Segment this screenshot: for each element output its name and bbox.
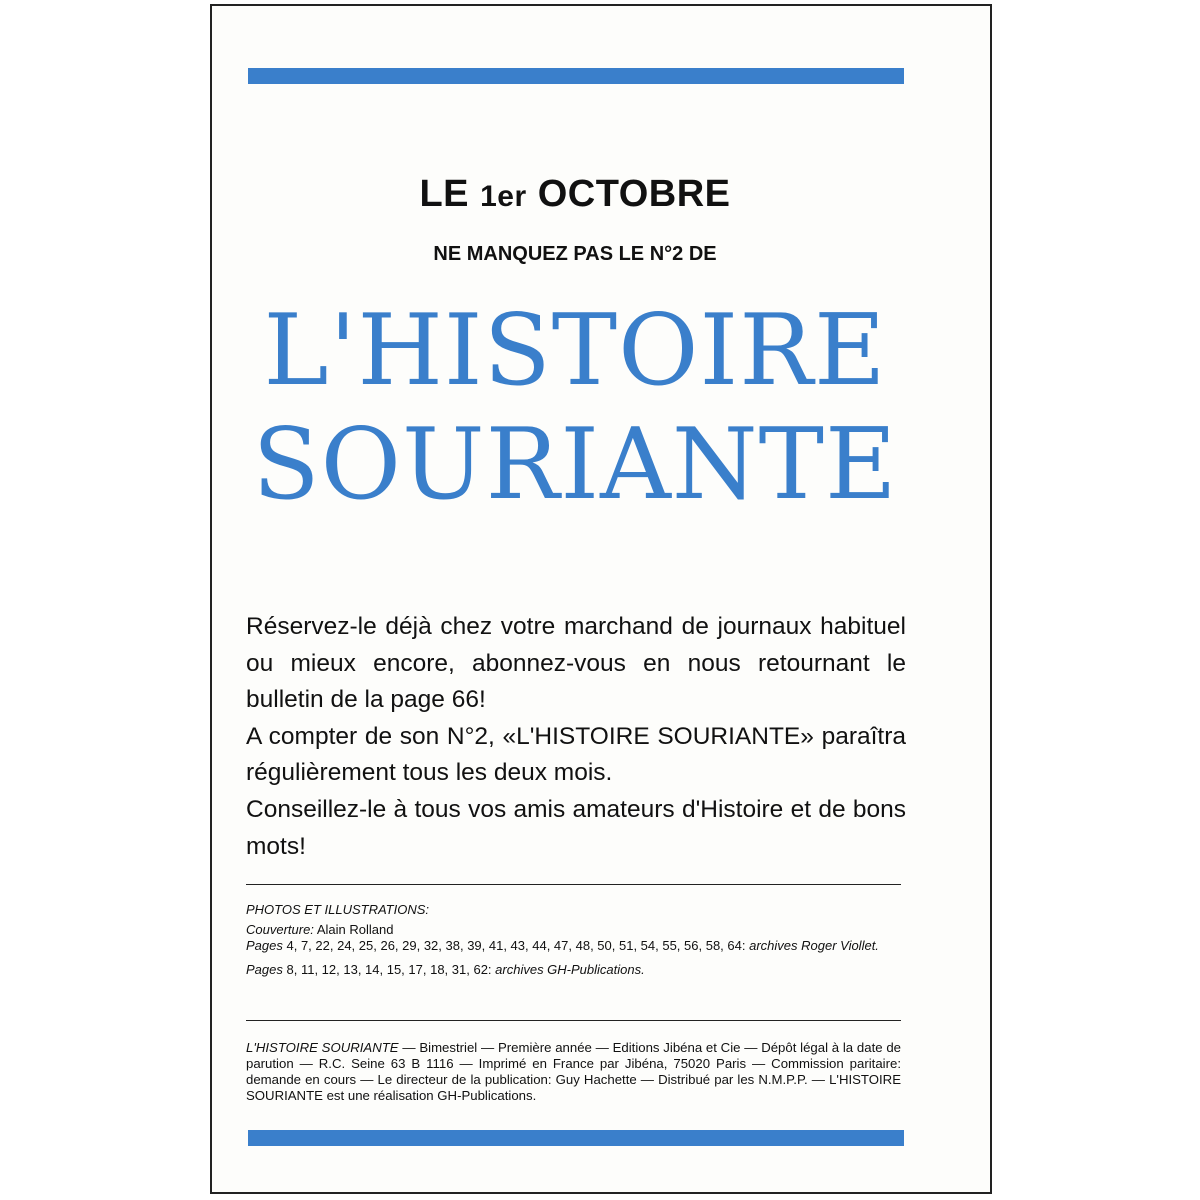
imprint-title: L'HISTOIRE SOURIANTE	[246, 1040, 399, 1055]
credits-title: PHOTOS ET ILLUSTRATIONS:	[246, 902, 429, 917]
imprint-text: — Bimestriel — Première année — Editions Jibéna et Cie — Dépôt légal à la date de parution — R.C. Seine 63 B 1116 — Imprimé en France par Jibéna, 75020 Paris — Commission paritaire: demande en cours — Le directeur de la publication: Guy Hachette — Distribué par les N.M.P.P. — L'HISTOIRE SOURIANTE est une réalisation GH-Publications.	[246, 1040, 902, 1103]
headline-number: 1er	[480, 180, 527, 213]
headline-prefix: LE	[419, 173, 470, 215]
body-paragraph: A compter de son N°2, «L'HISTOIRE SOURIANTE» paraîtra régulièrement tous les deux mois.	[246, 722, 906, 787]
credits-pages-2: Pages 8, 11, 12, 13, 14, 15, 17, 18, 31, 62: archives GH-Publications.	[246, 962, 645, 977]
divider	[246, 884, 901, 885]
top-blue-stripe	[248, 68, 904, 84]
body-text	[246, 609, 906, 865]
subline: NE MANQUEZ PAS LE N°2 DE	[433, 243, 717, 265]
credits-cover: Couverture: Alain Rolland	[246, 922, 394, 937]
imprint	[246, 1040, 901, 1104]
logo-line-1: L'HISTOIRE	[263, 294, 887, 408]
body-paragraph: Réservez-le déjà chez votre marchand de journaux habituel ou mieux encore, abonnez-vous en nous retournant le bulletin de la page 66!	[246, 613, 906, 714]
headline-month: OCTOBRE	[537, 173, 731, 215]
headline	[250, 173, 900, 216]
bottom-blue-stripe	[248, 1130, 904, 1146]
logo-line-2: SOURIANTE	[252, 408, 898, 522]
body-paragraph: Conseillez-le à tous vos amis amateurs d'Histoire et de bons mots!	[246, 795, 906, 860]
divider	[246, 1020, 901, 1021]
credits-pages-1: Pages 4, 7, 22, 24, 25, 26, 29, 32, 38, 39, 41, 43, 44, 47, 48, 50, 51, 54, 55, 56, 58, 64: archives Roger Viollet.	[246, 938, 879, 953]
photo-credits	[246, 902, 902, 978]
